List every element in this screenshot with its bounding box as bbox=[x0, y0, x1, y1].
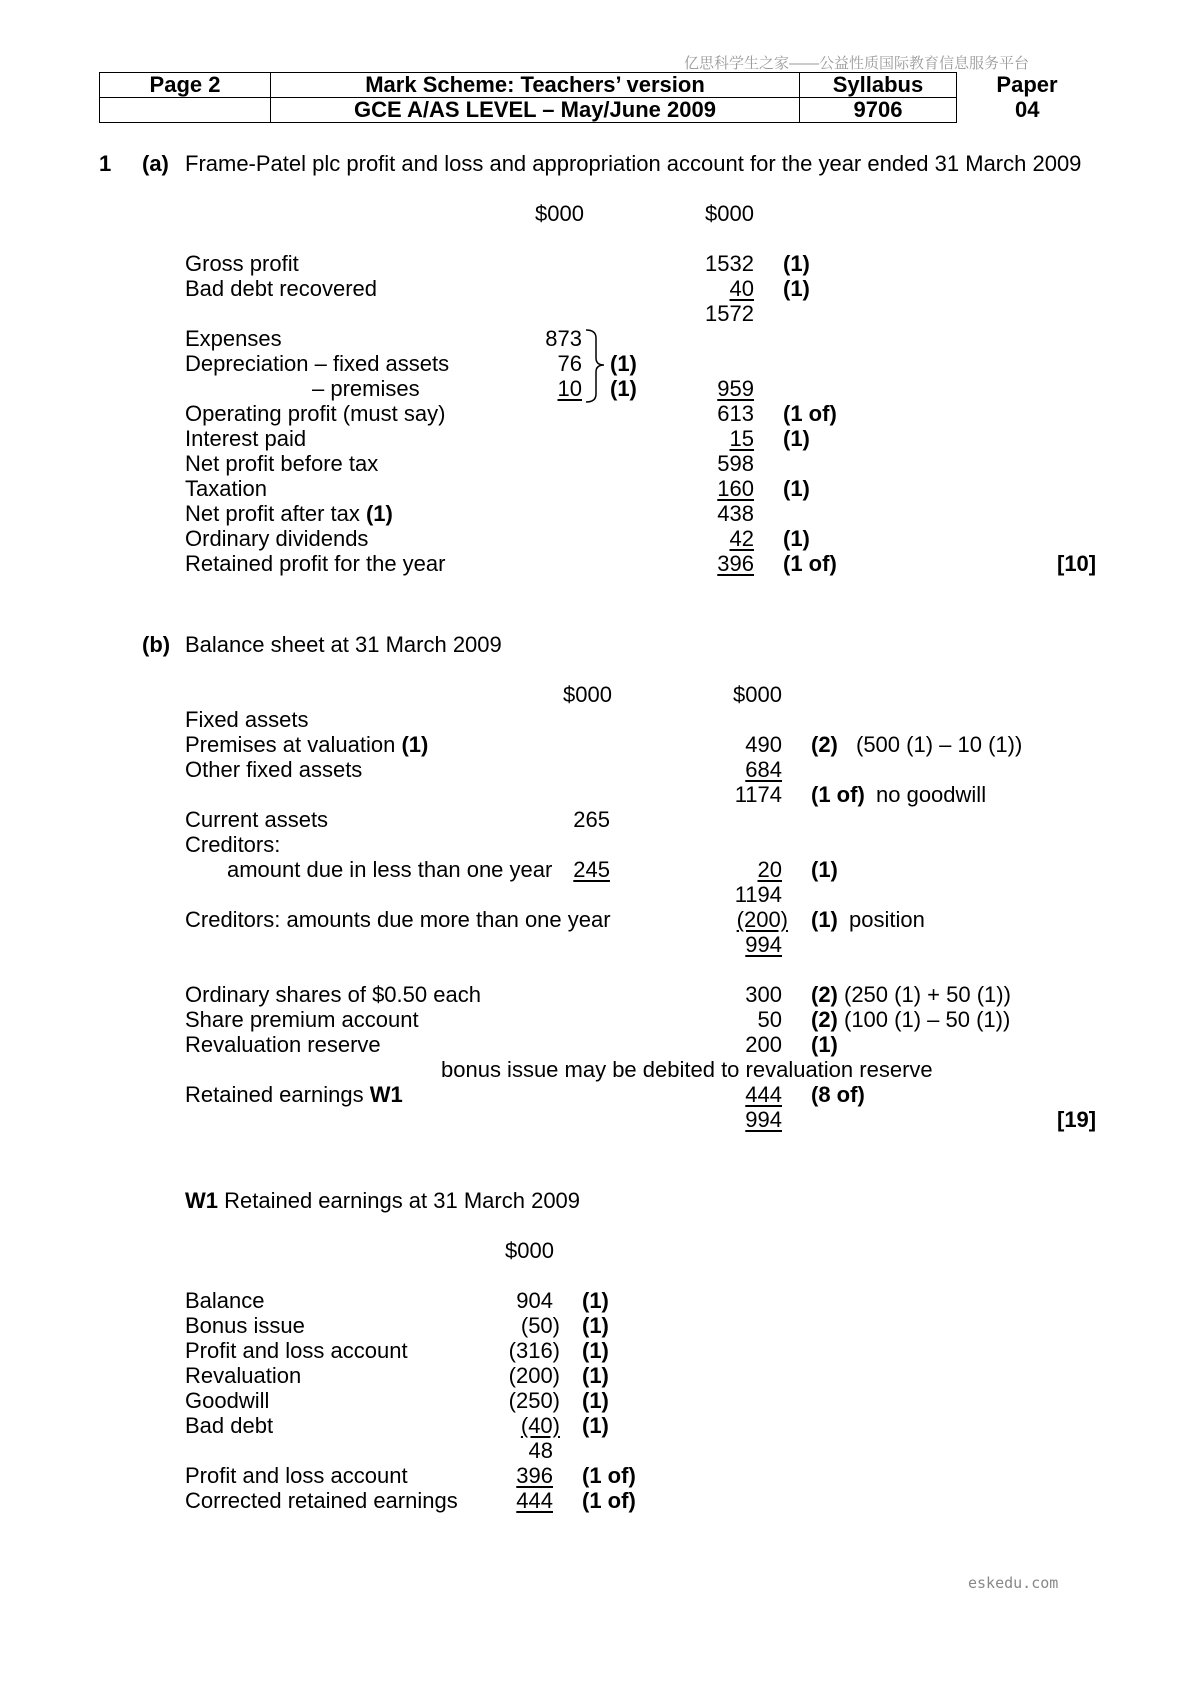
a-row-mark: (1) bbox=[783, 276, 810, 301]
a-row-value: 160 bbox=[717, 476, 754, 501]
a-row-label: Bad debt recovered bbox=[185, 276, 378, 301]
a-row-value: 598 bbox=[717, 451, 754, 476]
a-row-label: Operating profit (must say) bbox=[185, 401, 446, 426]
a-col1-head: $000 bbox=[535, 201, 584, 226]
a-row-label: Ordinary dividends bbox=[185, 526, 369, 551]
b-row-value: 20 bbox=[757, 857, 782, 882]
b-row-label: Creditors: bbox=[185, 832, 281, 857]
w1-row-value: (316) bbox=[508, 1338, 560, 1363]
w1-title: Retained earnings at 31 March 2009 bbox=[224, 1188, 581, 1213]
b-row-label-mark: (1) bbox=[401, 732, 429, 757]
b-row-annotation: bonus issue may be debited to revaluation reserve bbox=[441, 1057, 933, 1082]
b-row-mark: (8 of) bbox=[811, 1082, 865, 1107]
w1-row-mark: (1) bbox=[582, 1313, 609, 1338]
watermark-top: 亿思科学生之家——公益性质国际教育信息服务平台 bbox=[684, 55, 1030, 72]
header-table bbox=[99, 72, 1098, 123]
b-row-value: 1174 bbox=[734, 782, 782, 807]
header-title: Mark Scheme: Teachers’ version bbox=[271, 73, 800, 98]
a-row-value: 438 bbox=[717, 501, 754, 526]
b-row-mark: (2) bbox=[811, 732, 838, 757]
w1-row-value: 48 bbox=[528, 1438, 553, 1463]
a-row-label: Taxation bbox=[185, 476, 267, 501]
a-row-value: 42 bbox=[729, 526, 754, 551]
w1-row-mark: (1 of) bbox=[582, 1488, 636, 1513]
a-row-label: Net profit after tax bbox=[185, 501, 366, 526]
b-row-value: 994 bbox=[745, 932, 782, 957]
header-paper-number: 04 bbox=[1015, 97, 1040, 122]
b-row-mark: (2) bbox=[811, 1007, 838, 1032]
b-row-value1: 245 bbox=[573, 857, 610, 882]
a-row-value: 613 bbox=[717, 401, 754, 426]
a-row-label: Expenses bbox=[185, 326, 282, 351]
w1-row-label: Bad debt bbox=[185, 1413, 274, 1438]
a-row-value1: 76 bbox=[557, 351, 582, 376]
w1-row-mark: (1) bbox=[582, 1338, 609, 1363]
b-row-label: Revaluation reserve bbox=[185, 1032, 381, 1057]
b-row-note: no goodwill bbox=[876, 782, 987, 807]
b-row-label: Fixed assets bbox=[185, 707, 309, 732]
b-row-mark: (2) bbox=[811, 982, 838, 1007]
w1-row-mark: (1) bbox=[582, 1363, 609, 1388]
a-row-label-group bbox=[185, 503, 393, 525]
b-total-marks: [19] bbox=[1057, 1107, 1097, 1132]
w1-row-label: Goodwill bbox=[185, 1388, 270, 1413]
part-a-title: Frame-Patel plc profit and loss and appropriation account for the year ended 31 March 2009 bbox=[185, 151, 1082, 176]
a-row-value1: 10 bbox=[557, 376, 582, 401]
b-row-value: 994 bbox=[745, 1107, 782, 1132]
w1-col-head: $000 bbox=[505, 1238, 554, 1263]
a-row-label: Interest paid bbox=[185, 426, 307, 451]
question-number: 1 bbox=[99, 151, 112, 176]
b-row-note: (100 (1) – 50 (1)) bbox=[844, 1007, 1011, 1032]
w1-row-value: 904 bbox=[516, 1288, 553, 1313]
b-row-label: Premises at valuation bbox=[185, 732, 402, 757]
b-row-label: Current assets bbox=[185, 807, 329, 832]
a-row-label: Net profit before tax bbox=[185, 451, 379, 476]
a-row-mark: (1) bbox=[783, 426, 810, 451]
w1-row-mark: (1) bbox=[582, 1288, 609, 1313]
w1-row-mark: (1) bbox=[582, 1413, 609, 1438]
a-total-marks: [10] bbox=[1057, 551, 1097, 576]
part-b-title: Balance sheet at 31 March 2009 bbox=[185, 632, 502, 657]
a-row-mark: (1 of) bbox=[783, 401, 837, 426]
a-row-mark1: (1) bbox=[610, 376, 637, 401]
b-row-label-ref: W1 bbox=[369, 1082, 403, 1107]
a-row-value: 1532 bbox=[705, 251, 754, 276]
part-a-label: (a) bbox=[142, 151, 169, 176]
b-row-label-group bbox=[185, 1084, 403, 1106]
w1-row-label: Profit and loss account bbox=[185, 1338, 408, 1363]
b-row-mark: (1) bbox=[811, 907, 838, 932]
b-row-value: (200) bbox=[736, 907, 788, 932]
w1-label: W1 bbox=[185, 1188, 218, 1213]
b-row-value: 444 bbox=[745, 1082, 782, 1107]
w1-row-value: (200) bbox=[508, 1363, 560, 1388]
a-row-value1: 873 bbox=[545, 326, 582, 351]
b-row-label: Other fixed assets bbox=[185, 757, 363, 782]
b-row-value: 1194 bbox=[734, 882, 782, 907]
a-row-value: 396 bbox=[717, 551, 754, 576]
w1-row-value: (250) bbox=[508, 1388, 560, 1413]
a-row-mark: (1) bbox=[783, 251, 810, 276]
b-row-mark: (1) bbox=[811, 1032, 838, 1057]
b-row-note: position bbox=[849, 907, 925, 932]
b-row-value: 490 bbox=[745, 732, 782, 757]
b-row-value: 50 bbox=[757, 1007, 782, 1032]
b-row-label: Creditors: amounts due more than one year bbox=[185, 907, 611, 932]
b-row-note: (250 (1) + 50 (1)) bbox=[844, 982, 1011, 1007]
header-paper: Paper bbox=[996, 72, 1058, 97]
b-row-value: 300 bbox=[745, 982, 782, 1007]
header-page: Page 2 bbox=[100, 73, 271, 98]
header-empty bbox=[100, 98, 271, 123]
right-brace-icon bbox=[584, 328, 610, 404]
header-subtitle: GCE A/AS LEVEL – May/June 2009 bbox=[271, 98, 800, 123]
a-row-value: 959 bbox=[717, 376, 754, 401]
b-row-label: Ordinary shares of $0.50 each bbox=[185, 982, 481, 1007]
w1-row-mark: (1) bbox=[582, 1388, 609, 1413]
b-col1-head: $000 bbox=[563, 682, 612, 707]
a-col2-head: $000 bbox=[705, 201, 754, 226]
w1-row-value: (50) bbox=[520, 1313, 560, 1338]
header-syllabus: Syllabus bbox=[800, 73, 957, 98]
a-row-label: Gross profit bbox=[185, 251, 299, 276]
a-row-mark: (1) bbox=[783, 476, 810, 501]
part-b-label: (b) bbox=[142, 632, 171, 657]
a-row-mark: (1 of) bbox=[783, 551, 837, 576]
b-row-label: Share premium account bbox=[185, 1007, 419, 1032]
b-row-note: (500 (1) – 10 (1)) bbox=[856, 732, 1023, 757]
w1-row-label: Balance bbox=[185, 1288, 265, 1313]
b-row-mark: (1 of) bbox=[811, 782, 865, 807]
b-row-label-group bbox=[185, 734, 428, 756]
a-row-value: 40 bbox=[729, 276, 754, 301]
a-row-label: – premises bbox=[312, 376, 420, 401]
w1-row-mark: (1 of) bbox=[582, 1463, 636, 1488]
w1-row-label: Profit and loss account bbox=[185, 1463, 408, 1488]
b-row-value1: 265 bbox=[573, 807, 610, 832]
b-row-mark: (1) bbox=[811, 857, 838, 882]
header-syllabus-code: 9706 bbox=[800, 98, 957, 123]
b-row-label: amount due in less than one year bbox=[227, 857, 553, 882]
b-row-label: Retained earnings bbox=[185, 1082, 370, 1107]
a-row-value: 15 bbox=[729, 426, 754, 451]
w1-row-value: 396 bbox=[516, 1463, 553, 1488]
w1-heading bbox=[185, 1190, 580, 1212]
a-row-mark1: (1) bbox=[610, 351, 637, 376]
a-row-value: 1572 bbox=[705, 301, 754, 326]
w1-row-value: 444 bbox=[516, 1488, 553, 1513]
w1-row-label: Revaluation bbox=[185, 1363, 302, 1388]
a-row-mark: (1) bbox=[783, 526, 810, 551]
a-row-label: Retained profit for the year bbox=[185, 551, 446, 576]
w1-row-value: (40) bbox=[520, 1413, 560, 1438]
b-row-value: 684 bbox=[745, 757, 782, 782]
w1-row-label: Corrected retained earnings bbox=[185, 1488, 458, 1513]
watermark-bottom: eskedu.com bbox=[968, 1574, 1059, 1592]
a-row-label: Depreciation – fixed assets bbox=[185, 351, 450, 376]
w1-row-label: Bonus issue bbox=[185, 1313, 305, 1338]
b-row-value: 200 bbox=[745, 1032, 782, 1057]
b-col2-head: $000 bbox=[733, 682, 782, 707]
a-row-label-mark: (1) bbox=[365, 501, 393, 526]
